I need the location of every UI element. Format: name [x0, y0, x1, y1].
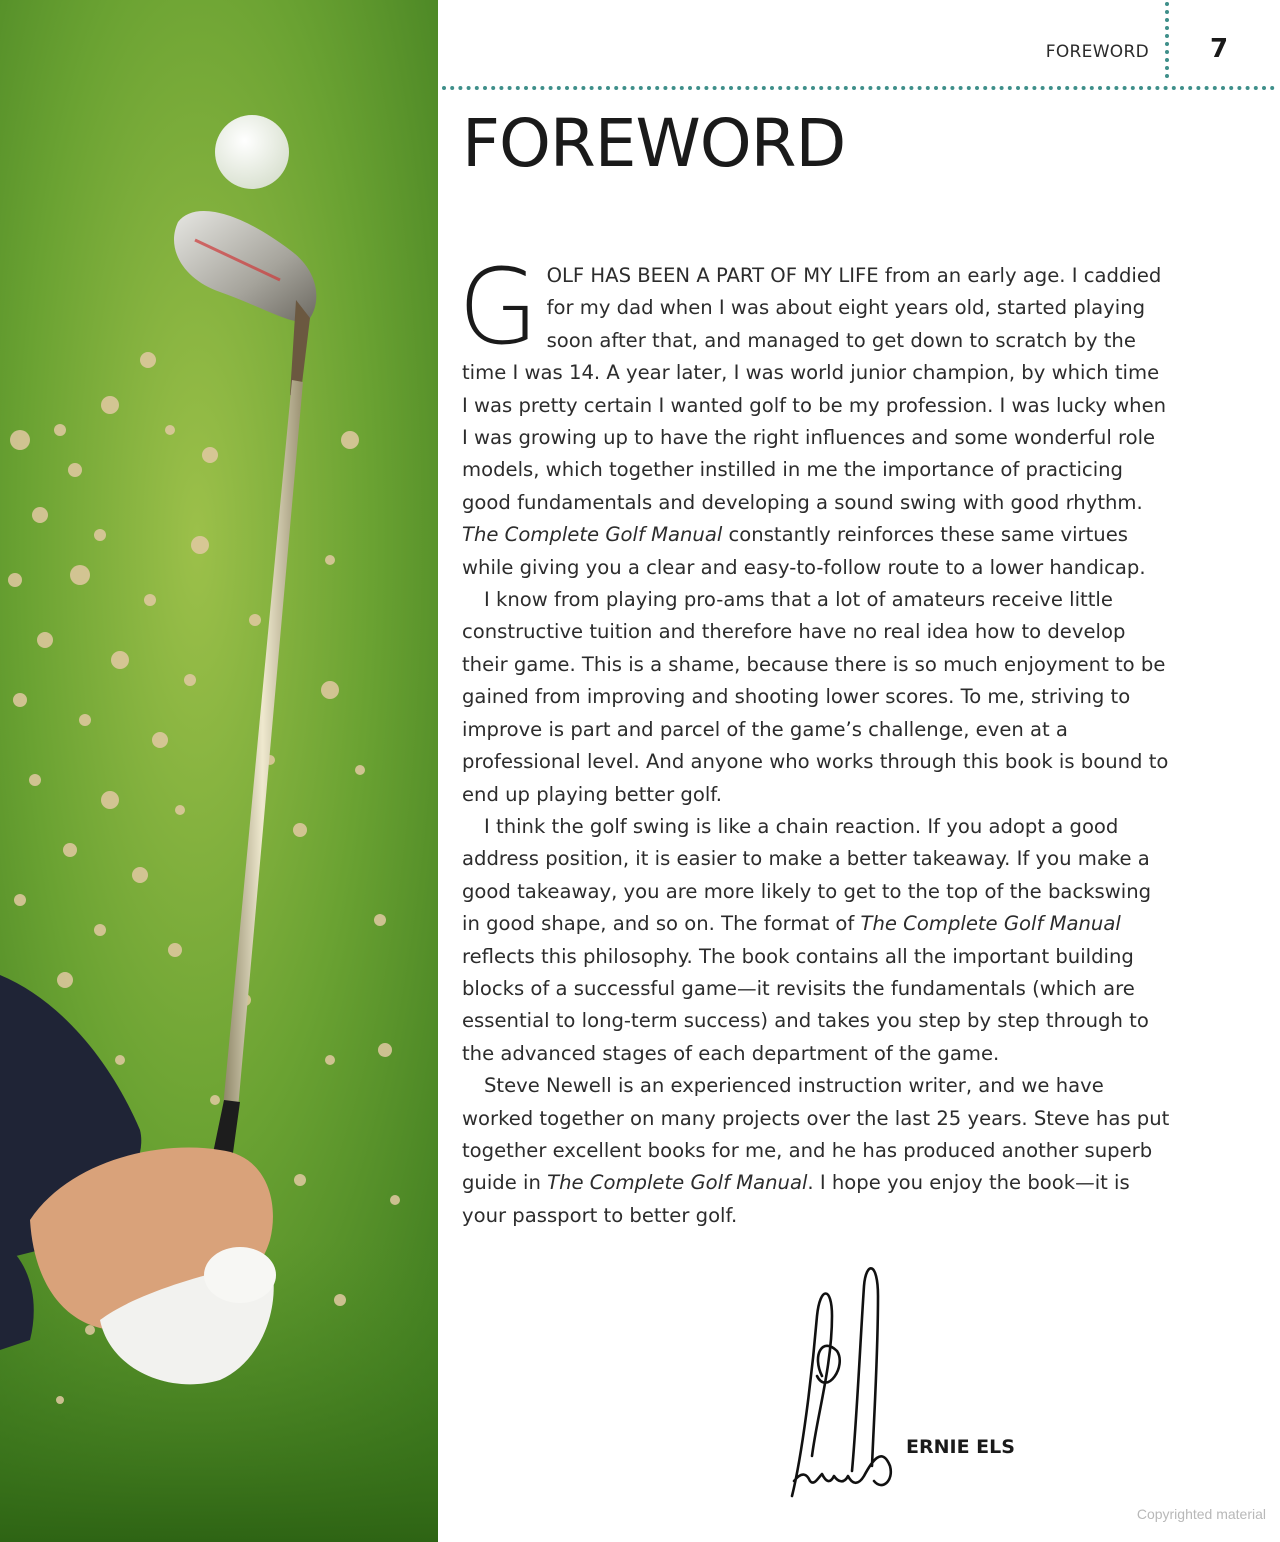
foreword-body [458, 246, 1170, 1232]
paragraph-4-text-a: Steve Newell is an experienced instruction writer, and we have worked together on many projects over the last 25 years. Steve has put together excellent books for me, and he has produced another superb guide in [462, 1074, 1170, 1195]
copyright-notice: Copyrighted material [1136, 1506, 1266, 1522]
drop-cap: G [458, 246, 539, 368]
author-name: ERNIE ELS [906, 1436, 1015, 1458]
running-head: FOREWORD [1045, 42, 1149, 62]
book-title-italic: The Complete Golf Manual [462, 523, 723, 547]
page-number: 7 [1210, 34, 1229, 64]
paragraph-4 [462, 1070, 1170, 1232]
paragraph-1-text-a: from an early age. I caddied for my dad when I was about eight years old, started playing soon after that, and managed to get down to scratch by the time I was 14. A year later, I was world junior champion, by which time I was pretty certain I wanted golf to be my profession. I was lucky when I was growing up to have the right influences and some wonderful role models, which together instilled in me the importance of practicing good fundamentals and developing a sound swing with good rhythm. [462, 264, 1167, 514]
paragraph-2: I know from playing pro-ams that a lot of amateurs receive little constructive tuition and therefore have no real idea how to develop their game. This is a shame, because there is so much enjoyment to be gained from improving and shooting lower scores. To me, striving to improve is part and parcel of the game’s challenge, even at a professional level. And anyone who works through this book is bound to end up playing better golf. [462, 588, 1169, 806]
paragraph-3-text-a: I think the golf swing is like a chain reaction. If you adopt a good address position, it is easier to make a better takeaway. If you make a good takeaway, you are more likely to get to the top of the backswing in good shape, and so on. The format of [462, 814, 1152, 936]
paragraph-4-text-b: . I hope you enjoy the book—it is your passport to better golf. [462, 1171, 1130, 1227]
golf-photo-illustration [0, 0, 438, 1542]
golf-bunker-shot-photo [0, 0, 438, 1542]
header-vertical-dotted-rule [1164, 0, 1170, 80]
paragraph-3-text-b: reflects this philosophy. The book contains all the important building blocks of a successful game—it revisits the fundamentals (which are essential to long-term success) and takes you step by step through to the advanced stages of each department of the game. [462, 944, 1149, 1065]
book-title-italic: The Complete Golf Manual [547, 1171, 808, 1195]
header-horizontal-dotted-rule [440, 84, 1280, 92]
paragraph-3 [462, 811, 1170, 1070]
golf-ball [215, 115, 289, 189]
book-title-italic: The Complete Golf Manual [860, 912, 1121, 936]
lead-in-caps: OLF HAS BEEN A PART OF MY LIFE [546, 264, 879, 287]
page-title: FOREWORD [462, 105, 846, 182]
author-signature [782, 1256, 902, 1506]
paragraph-1-text-b: constantly reinforces these same virtues while giving you a clear and easy-to-follow route to a lower handicap. [462, 523, 1146, 579]
paragraph-1 [458, 246, 1170, 584]
